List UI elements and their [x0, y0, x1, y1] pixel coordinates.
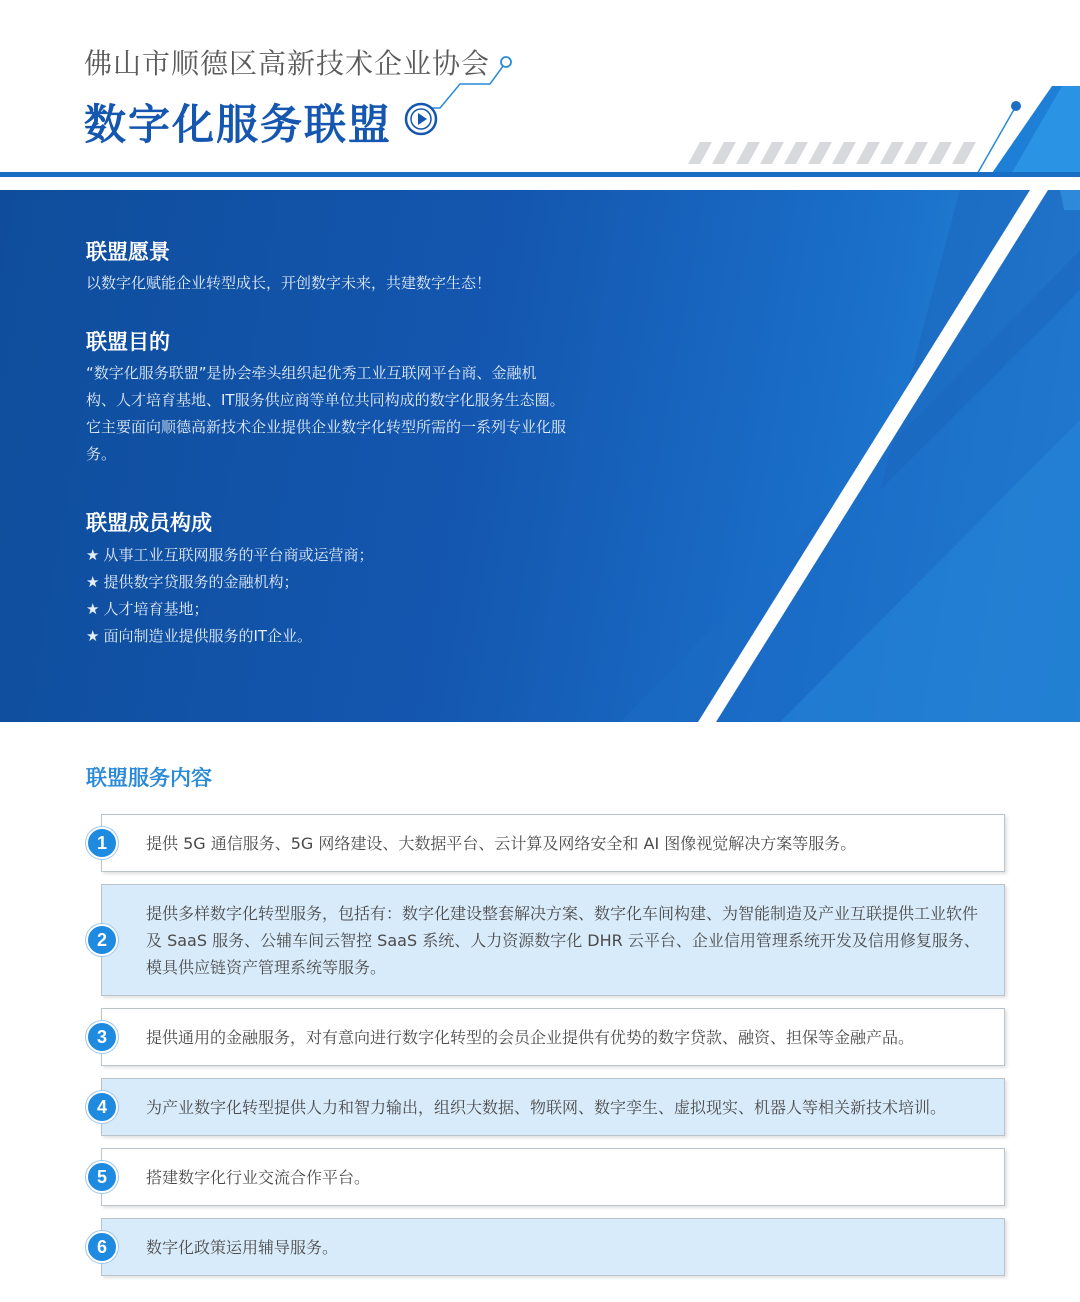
alliance-title: 数字化服务联盟: [84, 100, 393, 149]
services-title: 联盟服务内容: [86, 766, 212, 790]
service-text: 搭建数字化行业交流合作平台。: [146, 1167, 371, 1187]
purpose-title: 联盟目的: [86, 330, 170, 354]
list-item: [86, 623, 373, 650]
vision-text: 以数字化赋能企业转型成长，开创数字未来，共建数字生态！: [86, 274, 492, 292]
service-text: 数字化政策运用辅导服务。: [146, 1237, 339, 1257]
member-text: 从事工业互联网服务的平台商或运营商；: [103, 546, 374, 564]
purpose-text: “数字化服务联盟”是协会牵头组织起优秀工业互联网平台商、金融机构、人才培育基地、IT服务供应商等单位共同构成的数字化服务生态圈。它主要面向顺德高新技术企业提供企业数字化转型所需的一系列专业化服务。: [86, 364, 567, 463]
intro-banner: [0, 190, 1080, 722]
service-number-badge: 4: [86, 1091, 118, 1123]
service-row: [96, 1008, 1005, 1066]
service-text: 为产业数字化转型提供人力和智力输出，组织大数据、物联网、数字孪生、虚拟现实、机器人等相关新技术培训。: [146, 1097, 947, 1117]
page-header: [0, 0, 1080, 190]
member-list: [86, 542, 373, 650]
service-row: [96, 814, 1005, 872]
play-circle-icon: [404, 102, 438, 136]
service-row: [96, 1078, 1005, 1136]
list-item: [86, 569, 373, 596]
member-text: 面向制造业提供服务的IT企业。: [103, 627, 313, 645]
header-divider: [0, 172, 1080, 177]
star-icon: ★: [86, 546, 100, 564]
service-number-badge: 1: [86, 827, 118, 859]
org-name: 佛山市顺德区高新技术企业协会: [84, 47, 491, 80]
service-number-badge: 2: [86, 924, 118, 956]
member-text: 提供数字贷服务的金融机构；: [103, 573, 299, 591]
star-icon: ★: [86, 600, 100, 618]
service-row: [96, 1218, 1005, 1276]
list-item: [86, 596, 373, 623]
star-icon: ★: [86, 573, 100, 591]
service-text: 提供通用的金融服务，对有意向进行数字化转型的会员企业提供有优势的数字贷款、融资、担保等金融产品。: [146, 1027, 915, 1047]
service-number-badge: 3: [86, 1021, 118, 1053]
service-row: [96, 884, 1005, 996]
service-row: [96, 1148, 1005, 1206]
star-icon: ★: [86, 627, 100, 645]
vision-title: 联盟愿景: [86, 240, 170, 264]
member-text: 人才培育基地；: [103, 600, 209, 618]
service-text: 提供多样数字化转型服务，包括有：数字化建设整套解决方案、数字化车间构建、为智能制造及产业互联提供工业软件及 SaaS 服务、公辅车间云智控 SaaS 系统、人力资源数字化 DHR 云平台、企业信用管理系统开发及信用修复服务、模具供应链资产管理系统等服务。: [146, 903, 980, 977]
list-item: [86, 542, 373, 569]
service-text: 提供 5G 通信服务、5G 网络建设、大数据平台、云计算及网络安全和 AI 图像视觉解决方案等服务。: [146, 833, 857, 853]
service-number-badge: 6: [86, 1231, 118, 1263]
service-number-badge: 5: [86, 1161, 118, 1193]
members-title: 联盟成员构成: [86, 511, 212, 535]
